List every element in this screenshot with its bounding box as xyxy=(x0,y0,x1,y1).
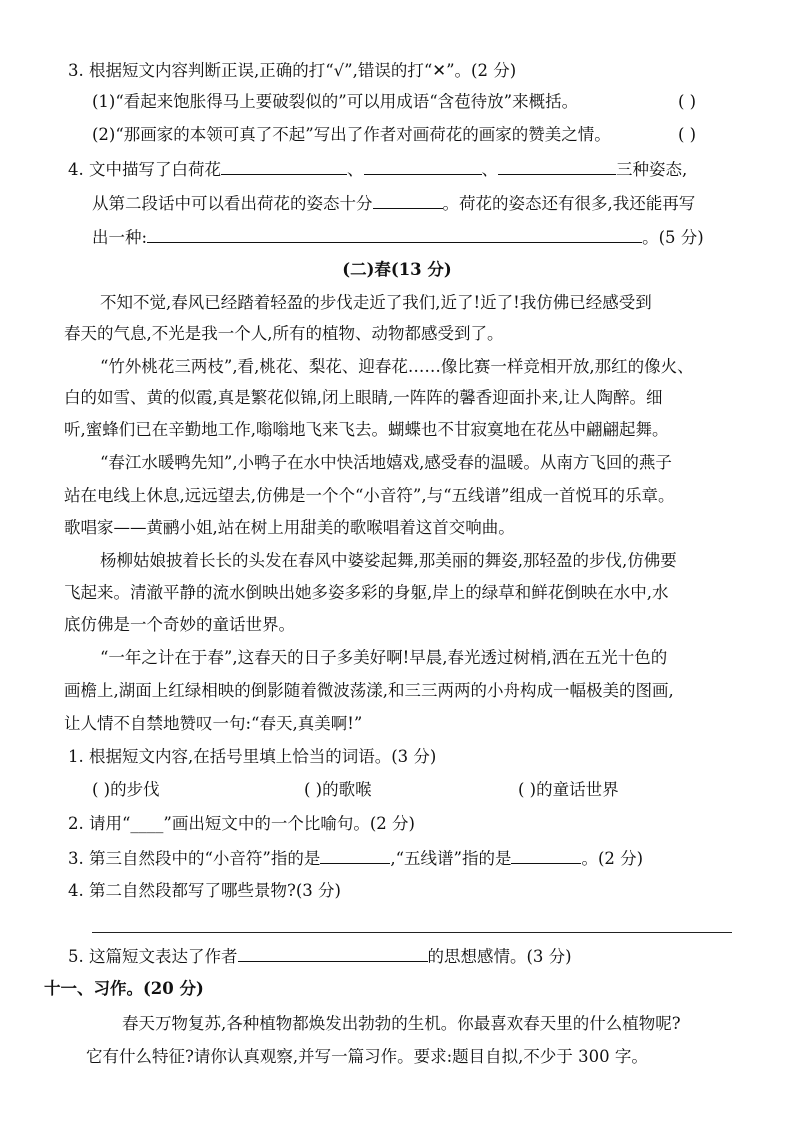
passage-p5-l3: 让人情不自禁地赞叹一句:“春天,真美啊!” xyxy=(64,714,363,733)
q3-blank-2[interactable] xyxy=(511,847,581,864)
q4-part2: 三种姿态, xyxy=(616,160,688,179)
passage-p4-l2: 飞起来。清澈平静的流水倒映出她多姿多彩的身躯,岸上的绿草和鲜花倒映在水中,水 xyxy=(64,583,669,602)
q4-line-1 xyxy=(68,158,687,181)
q3-part-a: 3. 第三自然段中的“小音符”指的是 xyxy=(68,849,321,868)
composition-line-2: 它有什么特征?请你认真观察,并写一篇习作。要求:题目自拟,不少于 300 字。 xyxy=(86,1047,648,1066)
q4-line2b: 。荷花的姿态还有很多,我还能再写 xyxy=(442,194,696,213)
q3-part-c: 。(2 分) xyxy=(581,849,644,868)
composition-line-1: 春天万物复苏,各种植物都焕发出勃勃的生机。你最喜欢春天里的什么植物呢? xyxy=(122,1014,681,1033)
passage-p4-l1: 杨柳姑娘披着长长的头发在春风中婆娑起舞,那美丽的舞姿,那轻盈的步伐,仿佛要 xyxy=(100,551,677,570)
q4-blank-1[interactable] xyxy=(221,158,347,175)
q4-line3a: 出一种: xyxy=(92,228,148,247)
passage-p3-l2: 站在电线上休息,远远望去,仿佛是一个个“小音符”,与“五线谱”组成一首悦耳的乐章。 xyxy=(64,486,675,505)
passage-p2-l3: 听,蜜蜂们已在辛勤地工作,嗡嗡地飞来飞去。蝴蝶也不甘寂寞地在花丛中翩翩起舞。 xyxy=(64,420,669,439)
composition-heading: 十一、习作。(20 分) xyxy=(44,979,204,998)
q4-blank-5[interactable] xyxy=(147,226,642,243)
q3-item-2: (2)“那画家的本领可真了不起”写出了作者对画荷花的画家的赞美之情。 xyxy=(92,125,611,144)
question-1: 1. 根据短文内容,在括号里填上恰当的词语。(3 分) xyxy=(68,747,437,766)
q4-line2a: 从第二段话中可以看出荷花的姿态十分 xyxy=(92,194,373,213)
q4-sep-2: 、 xyxy=(481,160,498,179)
q4-blank-2[interactable] xyxy=(364,158,482,175)
q5-part-a: 5. 这篇短文表达了作者 xyxy=(68,947,238,966)
q4-sep-1: 、 xyxy=(347,160,364,179)
passage-p2-l1: “竹外桃花三两枝”,看,桃花、梨花、迎春花……像比赛一样竞相开放,那红的像火、 xyxy=(100,357,694,376)
q4-blank-3[interactable] xyxy=(498,158,616,175)
passage-p5-l1: “一年之计在于春”,这春天的日子多美好啊!早晨,春光透过树梢,洒在五光十色的 xyxy=(100,648,668,667)
q1-fill-1[interactable]: ( )的步伐 xyxy=(92,780,160,799)
question-4: 4. 第二自然段都写了哪些景物?(3 分) xyxy=(68,881,341,900)
passage-p4-l3: 底仿佛是一个奇妙的童话世界。 xyxy=(64,615,295,634)
q4-part1: 4. 文中描写了白荷花 xyxy=(68,160,221,179)
q3-item-1: (1)“看起来饱胀得马上要破裂似的”可以用成语“含苞待放”来概括。 xyxy=(92,92,579,111)
q1-fill-3[interactable]: ( )的童话世界 xyxy=(518,780,619,799)
question-3 xyxy=(68,847,643,870)
passage-p5-l2: 画檐上,湖面上红绿相映的倒影随着微波荡漾,和三三两两的小舟构成一幅极美的图画, xyxy=(64,681,674,700)
passage-p3-l3: 歌唱家——黄鹂小姐,站在树上用甜美的歌喉唱着这首交响曲。 xyxy=(64,518,515,537)
q5-part-b: 的思想感情。(3 分) xyxy=(427,947,572,966)
q4-line-3 xyxy=(92,226,704,249)
passage-p3-l1: “春江水暖鸭先知”,小鸭子在水中快活地嬉戏,感受春的温暖。从南方飞回的燕子 xyxy=(100,453,672,472)
q3-stem: 3. 根据短文内容判断正误,正确的打“√”,错误的打“✕”。(2 分) xyxy=(68,61,517,80)
q3-blank-1[interactable] xyxy=(320,847,390,864)
q4-line-2 xyxy=(92,192,695,215)
question-5 xyxy=(68,945,572,968)
q3-part-b: ,“五线谱”指的是 xyxy=(390,849,512,868)
passage-p1-l1: 不知不觉,春风已经踏着轻盈的步伐走近了我们,近了!近了!我仿佛已经感受到 xyxy=(100,293,652,312)
q3-item-2-answer-paren[interactable]: ( ) xyxy=(678,125,697,144)
q4-answer-line[interactable] xyxy=(92,932,732,933)
q4-line3b: 。(5 分) xyxy=(642,228,704,247)
q4-blank-4[interactable] xyxy=(373,192,443,209)
passage-p2-l2: 白的如雪、黄的似霞,真是繁花似锦,闭上眼睛,一阵阵的馨香迎面扑来,让人陶醉。细 xyxy=(64,388,663,407)
passage-title: (二)春(13 分) xyxy=(342,260,452,279)
q3-item-1-answer-paren[interactable]: ( ) xyxy=(678,92,697,111)
passage-p1-l2: 春天的气息,不光是我一个人,所有的植物、动物都感受到了。 xyxy=(64,324,504,343)
question-2: 2. 请用“____”画出短文中的一个比喻句。(2 分) xyxy=(68,814,415,833)
q1-fill-2[interactable]: ( )的歌喉 xyxy=(304,780,372,799)
q5-blank[interactable] xyxy=(238,945,428,962)
